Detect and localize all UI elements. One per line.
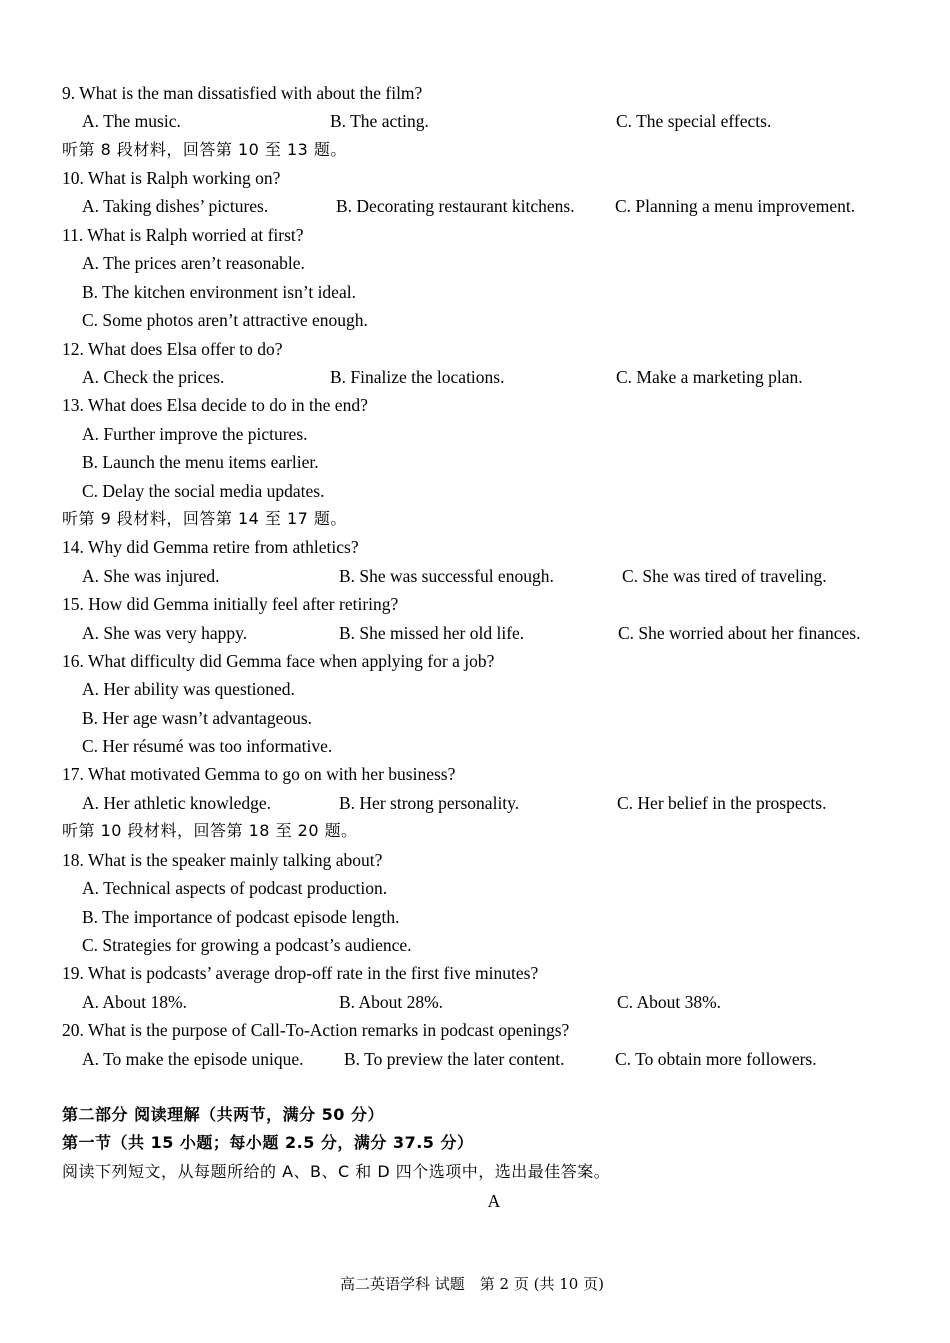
part-2-section-1-title: 第一节（共 15 小题；每小题 2.5 分，满分 37.5 分） <box>62 1133 474 1152</box>
question-15-option-a: A. She was very happy. <box>82 623 248 643</box>
page-footer: 高二英语学科 试题 第 2 页 (共 10 页) <box>340 1275 604 1293</box>
question-13-stem: 13. What does Elsa decide to do in the end? <box>62 395 368 415</box>
question-15-option-c: C. She worried about her finances. <box>618 623 861 643</box>
question-16-option-c: C. Her résumé was too informative. <box>82 736 333 756</box>
question-17-option-a: A. Her athletic knowledge. <box>82 793 272 813</box>
question-20-option-b: B. To preview the later content. <box>344 1049 565 1069</box>
question-12-option-a: A. Check the prices. <box>82 367 225 387</box>
question-16-stem: 16. What difficulty did Gemma face when applying for a job? <box>62 651 495 671</box>
question-15-stem: 15. How did Gemma initially feel after retiring? <box>62 594 399 614</box>
question-20-option-a: A. To make the episode unique. <box>82 1049 304 1069</box>
question-11-option-c: C. Some photos aren’t attractive enough. <box>82 310 368 330</box>
question-13-option-c: C. Delay the social media updates. <box>82 481 325 501</box>
question-12-option-b: B. Finalize the locations. <box>330 367 505 387</box>
question-15-option-b: B. She missed her old life. <box>339 623 525 643</box>
question-20-option-c: C. To obtain more followers. <box>615 1049 817 1069</box>
question-10-option-c: C. Planning a menu improvement. <box>615 196 856 216</box>
question-16-option-a: A. Her ability was questioned. <box>82 679 295 699</box>
question-19-option-b: B. About 28%. <box>339 992 444 1012</box>
question-10-option-b: B. Decorating restaurant kitchens. <box>336 196 575 216</box>
question-10-option-a: A. Taking dishes’ pictures. <box>82 196 269 216</box>
section-8-instruction: 听第 8 段材料，回答第 10 至 13 题。 <box>62 140 347 159</box>
question-14-stem: 14. Why did Gemma retire from athletics? <box>62 537 359 557</box>
question-18-option-b: B. The importance of podcast episode length. <box>82 907 400 927</box>
question-18-stem: 18. What is the speaker mainly talking about? <box>62 850 383 870</box>
section-9-instruction: 听第 9 段材料，回答第 14 至 17 题。 <box>62 509 347 528</box>
question-18-option-c: C. Strategies for growing a podcast’s audience. <box>82 935 412 955</box>
question-10-stem: 10. What is Ralph working on? <box>62 168 281 188</box>
section-10-instruction: 听第 10 段材料，回答第 18 至 20 题。 <box>62 821 358 840</box>
question-19-stem: 19. What is podcasts’ average drop-off rate in the first five minutes? <box>62 963 539 983</box>
question-9-option-c: C. The special effects. <box>616 111 772 131</box>
question-17-option-b: B. Her strong personality. <box>339 793 520 813</box>
question-16-option-b: B. Her age wasn’t advantageous. <box>82 708 313 728</box>
passage-letter: A <box>487 1191 501 1211</box>
question-11-stem: 11. What is Ralph worried at first? <box>62 225 304 245</box>
question-17-stem: 17. What motivated Gemma to go on with her business? <box>62 764 456 784</box>
part-2-title: 第二部分 阅读理解（共两节，满分 50 分） <box>62 1105 384 1124</box>
question-9-option-a: A. The music. <box>82 111 181 131</box>
question-17-option-c: C. Her belief in the prospects. <box>617 793 827 813</box>
question-14-option-b: B. She was successful enough. <box>339 566 554 586</box>
question-19-option-a: A. About 18%. <box>82 992 187 1012</box>
question-11-option-b: B. The kitchen environment isn’t ideal. <box>82 282 356 302</box>
part-2-instruction: 阅读下列短文，从每题所给的 A、B、C 和 D 四个选项中，选出最佳答案。 <box>62 1162 611 1181</box>
question-13-option-a: A. Further improve the pictures. <box>82 424 308 444</box>
question-18-option-a: A. Technical aspects of podcast production. <box>82 878 388 898</box>
question-13-option-b: B. Launch the menu items earlier. <box>82 452 319 472</box>
question-9-option-b: B. The acting. <box>330 111 429 131</box>
question-12-stem: 12. What does Elsa offer to do? <box>62 339 283 359</box>
question-14-option-a: A. She was injured. <box>82 566 220 586</box>
question-12-option-c: C. Make a marketing plan. <box>616 367 803 387</box>
question-14-option-c: C. She was tired of traveling. <box>622 566 827 586</box>
question-20-stem: 20. What is the purpose of Call-To-Action remarks in podcast openings? <box>62 1020 570 1040</box>
question-11-option-a: A. The prices aren’t reasonable. <box>82 253 305 273</box>
question-19-option-c: C. About 38%. <box>617 992 722 1012</box>
question-9-stem: 9. What is the man dissatisfied with about the film? <box>62 83 423 103</box>
